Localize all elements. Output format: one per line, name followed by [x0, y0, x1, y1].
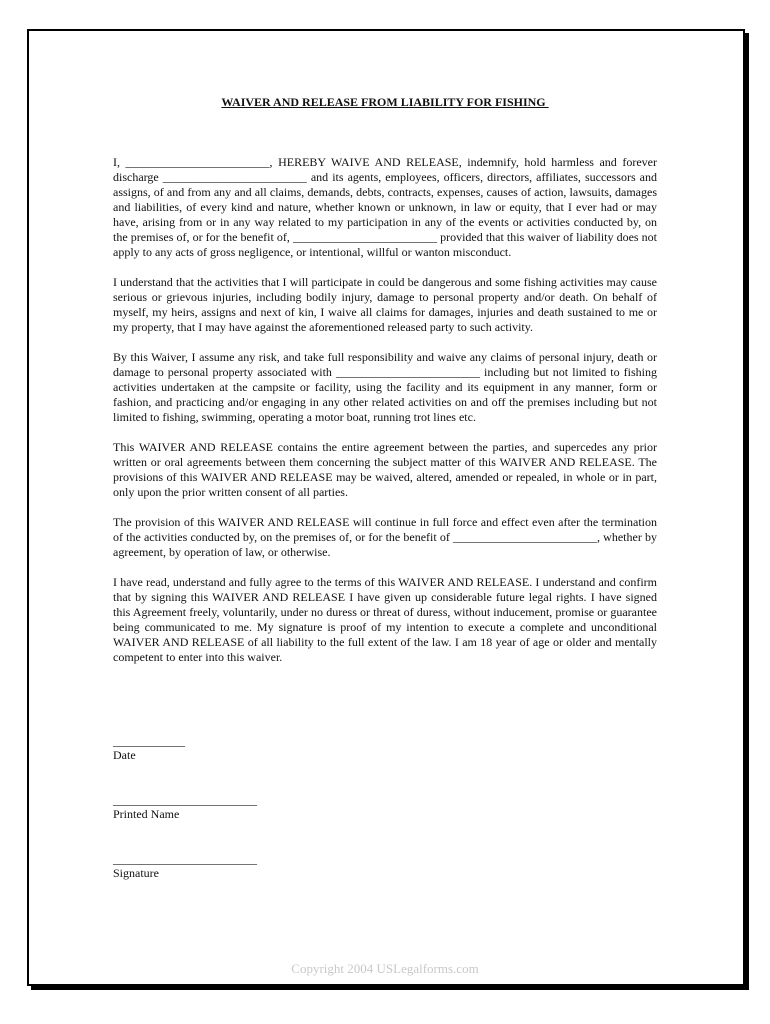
date-signature-line: ____________	[113, 734, 185, 748]
printed-name-field	[113, 794, 257, 821]
waiver-paragraph-release: I, ________________________, HEREBY WAIVE AND RELEASE, indemnify, hold harmless and forever discharge ________________________ and its agents, employees, officers, directors, affiliates, successors and assigns, of and from any and all claims, demands, debts, contracts, expenses, causes of action, lawsuits, damages and liabilities, of every kind and nature, whether known or unknown, in law or equity, that I ever had or may have, arising from or in any way related to my participation in any of the events or activities conducted by, on the premises of, or for the benefit of, ________________________ provided that this waiver of liability does not apply to any acts of gross negligence, or intentional, willful or wanton misconduct.	[113, 155, 657, 259]
date-label: Date	[113, 748, 136, 762]
document-title: WAIVER AND RELEASE FROM LIABILITY FOR FISHING	[221, 95, 549, 109]
acknowledgement-paragraph: I have read, understand and fully agree to the terms of this WAIVER AND RELEASE. I understand and confirm that by signing this WAIVER AND RELEASE I have given up considerable future legal rights. I have signed this Agreement freely, voluntarily, under no duress or threat of duress, without inducement, promise or guarantee being communicated to me. My signature is proof of my intention to execute a complete and unconditional WAIVER AND RELEASE of all liability to the full extent of the law. I am 18 year of age or older and mentally competent to enter into this waiver.	[113, 575, 657, 664]
signature-label: Signature	[113, 866, 159, 880]
printed-name-label: Printed Name	[113, 807, 180, 821]
document-body	[113, 155, 657, 680]
signature-signature-line: ________________________	[113, 852, 257, 866]
date-field	[113, 735, 185, 762]
survival-paragraph: The provision of this WAIVER AND RELEASE will continue in full force and effect even after the termination of the activities conducted by, on the premises of, or for the benefit of ________________________, whether by agreement, by operation of law, or otherwise.	[113, 515, 657, 559]
assumption-of-risk-paragraph: By this Waiver, I assume any risk, and take full responsibility and waive any claims of personal injury, death or damage to personal property associated with ________________________ including but not limited to fishing activities undertaken at the campsite or facility, using the facility and its equipment in any manner, form or fashion, and practicing and/or engaging in any other related activities on and off the premises including but not limited to fishing, swimming, operating a motor boat, running trot lines etc.	[113, 350, 657, 424]
entire-agreement-paragraph: This WAIVER AND RELEASE contains the entire agreement between the parties, and supercedes any prior written or oral agreements between them concerning the subject matter of this WAIVER AND RELEASE. The provisions of this WAIVER AND RELEASE may be waived, altered, amended or repealed, in whole or in part, only upon the prior written consent of all parties.	[113, 440, 657, 499]
signature-field	[113, 853, 257, 880]
copyright-footer: Copyright 2004 USLegalforms.com	[291, 961, 479, 976]
risk-acknowledgement-paragraph: I understand that the activities that I will participate in could be dangerous and some fishing activities may cause serious or grievous injuries, including bodily injury, damage to personal property and/or death. On behalf of myself, my heirs, assigns and next of kin, I waive all claims for damages, injuries and death sustained to me or my property, that I may have against the aforementioned released party to such activity.	[113, 275, 657, 334]
printed-name-signature-line: ________________________	[113, 793, 257, 807]
